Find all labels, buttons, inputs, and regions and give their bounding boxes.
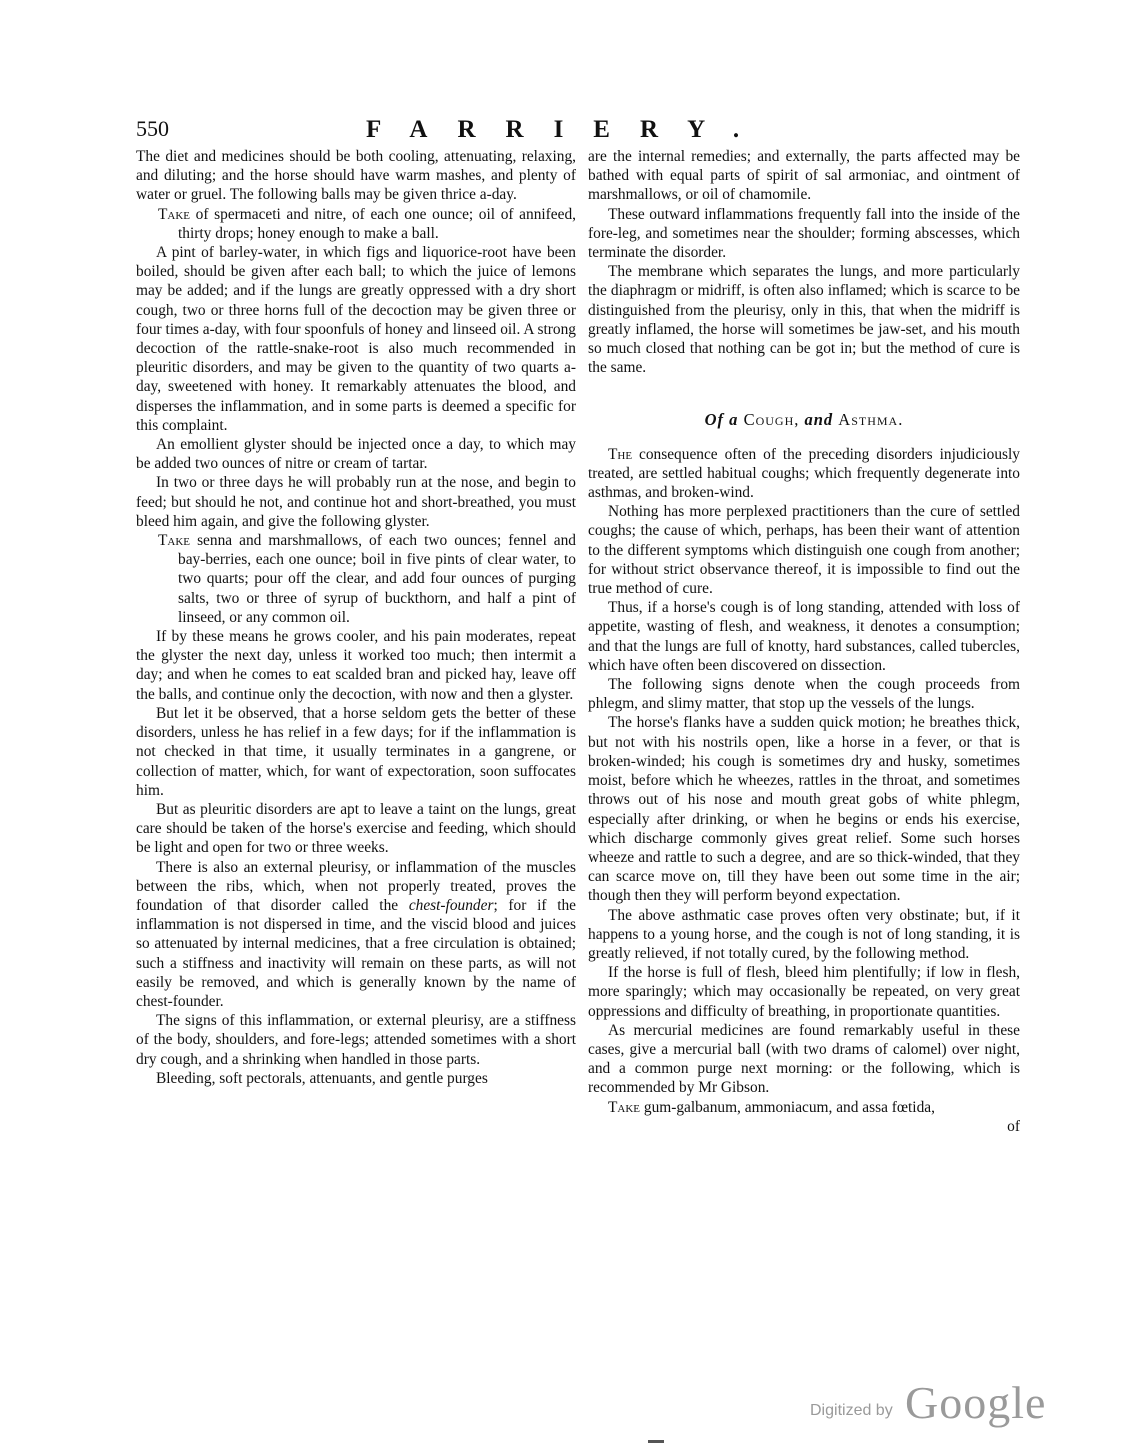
- paragraph: But let it be observed, that a horse seldom gets the better of these disorders, unless he has relief in a few days; for if the inflammation is not checked in that time, it usually terminates in a gangrene, or collection of matter, which, for want of expectoration, soon suffocates him.: [136, 704, 576, 799]
- page-number: 550: [136, 116, 169, 141]
- paragraph: These outward inflammations frequently fall into the inside of the fore-leg, and sometimes near the shoulder; forming abscesses, which terminate the disorder.: [588, 205, 1020, 262]
- paragraph: Nothing has more perplexed practitioners than the cure of settled coughs; the cause of which, perhaps, has been their want of attention to the different symptoms which distinguish one cough from another; for without strict observance thereof, it is impossible to find out the true method of cure.: [588, 503, 1020, 598]
- recipe-text: of spermaceti and nitre, of each one ounce; oil of annifeed, thirty drops; honey enough to make a ball.: [178, 205, 576, 242]
- paragraph: are the internal remedies; and externally, the parts affected may be bathed with equal parts of spirit of sal armoniac, and ointment of marshmallows, or oil of chamomile.: [588, 148, 1020, 204]
- paragraph: As mercurial medicines are found remarkably useful in these cases, give a mercurial ball (with two drams of calomel) over night, and a common purge next morning: or the following, which is recommended by Mr Gibson.: [588, 1021, 1020, 1097]
- digitized-watermark: [810, 1377, 1050, 1430]
- recipe: [136, 531, 576, 627]
- text-run: There is also an external pleurisy, or inflammation of the muscles between the ribs, which, when not properly treated, proves the foundation of that disorder called the: [136, 858, 576, 914]
- recipe: [136, 205, 576, 243]
- page-header: [136, 116, 1036, 146]
- italic-term: chest-founder: [408, 896, 494, 914]
- paragraph: The horse's flanks have a sudden quick motion; he breathes thick, but not with his nostrils open, like a horse in a fever, or that is broken-winded; his cough is sometimes dry and husky, sometimes moist, before which he wheezes, rattles in the throat, and sometimes throws out of his nose and mouth great gobs of white phlegm, especially after drinking, or when he begins or ends his exercise, which discharge commonly gives great relief. Some such horses wheeze and rattle to such a degree, and are so thick-winded, that they can scarce move on, till they have been out some time in the air; though then they will perform beyond expectation.: [588, 714, 1020, 905]
- running-title: FARRIERY.: [366, 116, 770, 143]
- recipe-lead: Take: [608, 1098, 641, 1116]
- heading-word: Of a: [704, 410, 739, 430]
- paragraph: In two or three days he will probably run at the nose, and begin to feed; but should he not, and continue hot and short-breathed, you must bleed him again, and give the following glyster.: [136, 474, 576, 530]
- left-column: [136, 147, 576, 1088]
- heading-word: Cough,: [743, 410, 800, 430]
- text-run: ; for if the inflammation is not dispersed in time, and the viscid blood and juices so attenuated by internal medicines, that a free circulation is obtained; such a stiffness and inactivity will remain on these parts, as will not easily be removed, and which is generally known by the name of chest-founder.: [136, 896, 576, 1010]
- section-heading: [588, 410, 1020, 429]
- heading-word: Asthma.: [838, 410, 904, 430]
- google-logo: Google: [905, 1377, 1047, 1428]
- paragraph: Thus, if a horse's cough is of long standing, attended with loss of appetite, wasting of flesh, and weakness, it denotes a consumption; and that the lungs are full of knotty, hard substances, called tubercles, which have often been discovered on dissection.: [588, 599, 1020, 674]
- paragraph: The diet and medicines should be both cooling, attenuating, relaxing, and diluting; and the horse should have warm mashes, and plenty of water or gruel. The following balls may be given thrice a-day.: [136, 148, 576, 204]
- right-column: [588, 147, 1020, 1136]
- paragraph: The above asthmatic case proves often very obstinate; but, if it happens to a young horse, and the cough is not of long standing, it is greatly relieved, if not totally cured, by the following method.: [588, 906, 1020, 962]
- paragraph: The signs of this inflammation, or external pleurisy, are a stiffness of the body, shoulders, and fore-legs; attended sometimes with a short dry cough, and a shrinking when handled in those parts.: [136, 1012, 576, 1068]
- paragraph: [136, 858, 576, 1012]
- lead-word: The: [608, 445, 633, 463]
- recipe-lead: Take: [158, 532, 191, 550]
- recipe-text: senna and marshmallows, of each two ounces; fennel and bay-berries, each one ounce; boil in five pints of clear water, to two quarts; pour off the clear, and add four ounces of purging salts, two or three of syrup of buckthorn, and half a pint of linseed, or any common oil.: [178, 532, 576, 626]
- text-run: consequence often of the preceding disorders injudiciously treated, are settled habitual coughs; which frequently degenerate into asthmas, and broken-wind.: [588, 445, 1020, 502]
- paragraph: Bleeding, soft pectorals, attenuants, and gentle purges: [156, 1069, 488, 1087]
- scan-mark: [648, 1440, 664, 1443]
- paragraph: [588, 1098, 1020, 1117]
- digitized-label: Digitized by: [810, 1402, 893, 1419]
- paragraph: The membrane which separates the lungs, and more particularly the diaphragm or midriff, is often also inflamed; which is scarce to be distinguished from the pleurisy, only in this, that when the midriff is greatly inflamed, the horse will sometimes be jaw-set, and his mouth so much closed that nothing can be got in; but the method of cure is the same.: [588, 263, 1020, 377]
- paragraph: If by these means he grows cooler, and his pain moderates, repeat the glyster the next day, unless it worked too much; then intermit a day; and when he comes to eat scalded bran and picked hay, leave off the balls, and continue only the decoction, with now and then a glyster.: [136, 628, 576, 703]
- paragraph: The following signs denote when the cough proceeds from phlegm, and slimy matter, that stop up the vessels of the lungs.: [588, 676, 1020, 713]
- heading-word: and: [804, 410, 834, 430]
- paragraph: An emollient glyster should be injected once a day, to which may be added two ounces of nitre or cream of tartar.: [136, 436, 576, 473]
- catchword: of: [1007, 1117, 1020, 1135]
- text-run: gum-galbanum, ammoniacum, and assa fœtida,: [643, 1098, 935, 1116]
- paragraph: A pint of barley-water, in which figs and liquorice-root have been boiled, should be given after each ball; to which the juice of lemons may be added; and if the lungs are greatly oppressed with a dry short cough, two or three horns full of the decoction may be given three or four times a-day, with four spoonfuls of honey and linseed oil. A strong decoction of the rattle-snake-root is also much recommended in pleuritic disorders, and may be given to the quantity of two quarts a-day, sweetened with honey. It remarkably attenuates the blood, and disperses the inflammation, and in some parts is deemed a specific for this complaint.: [136, 244, 576, 434]
- paragraph: But as pleuritic disorders are apt to leave a taint on the lungs, great care should be taken of the horse's exercise and feeding, which should be light and open for two or three weeks.: [136, 800, 576, 857]
- paragraph: [588, 445, 1020, 503]
- paragraph: If the horse is full of flesh, bleed him plentifully; if low in flesh, more sparingly; which may occasionally be repeated, on very great oppressions and difficulty of breathing, in proportionate quantities.: [588, 964, 1020, 1020]
- recipe-lead: Take: [158, 205, 191, 223]
